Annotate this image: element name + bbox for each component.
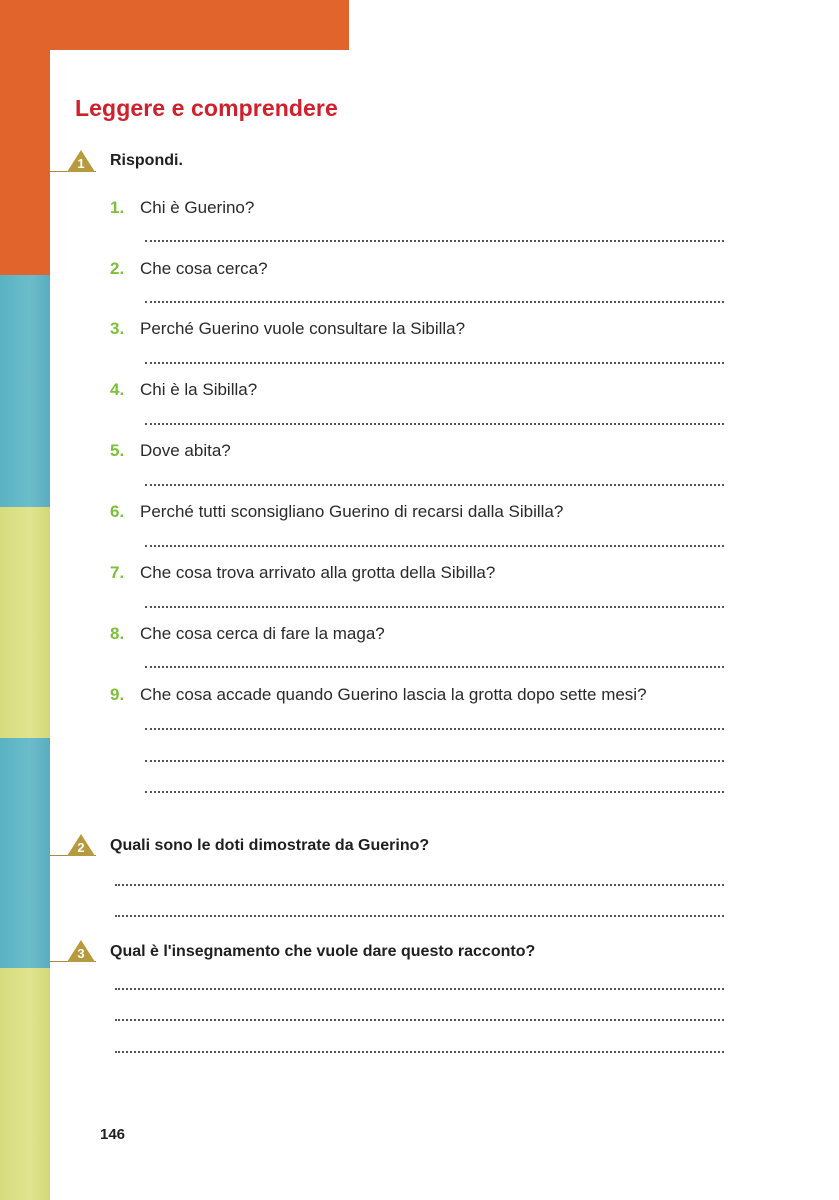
question-text: Che cosa accade quando Guerino lascia la grotta dopo sette mesi? [140, 685, 647, 704]
question-item [110, 685, 647, 705]
answer-line[interactable] [115, 988, 724, 990]
question-text: Chi è Guerino? [140, 198, 255, 217]
answer-line[interactable] [145, 362, 724, 364]
question-text: Che cosa cerca di fare la maga? [140, 624, 385, 643]
question-item [110, 441, 231, 461]
question-number: 1. [110, 198, 125, 217]
side-strip-orange [0, 0, 50, 275]
exercise-number: 3 [77, 946, 85, 961]
exercise-marker-2 [50, 834, 96, 858]
question-text: Che cosa cerca? [140, 259, 268, 278]
question-item [110, 502, 563, 522]
question-item [110, 563, 495, 583]
page-number: 146 [100, 1126, 126, 1143]
side-strip-yellow [0, 968, 50, 1200]
side-strip-blue [0, 275, 50, 507]
exercise-number: 2 [77, 840, 85, 855]
question-number: 5. [110, 441, 125, 460]
question-number: 3. [110, 319, 125, 338]
answer-line[interactable] [145, 484, 724, 486]
question-text: Perché Guerino vuole consultare la Sibilla? [140, 319, 466, 338]
question-number: 2. [110, 259, 125, 278]
exercise-marker-1 [50, 150, 96, 174]
question-text: Che cosa trova arrivato alla grotta della Sibilla? [140, 563, 496, 582]
question-item [110, 380, 257, 400]
question-number: 9. [110, 685, 125, 704]
question-text: Chi è la Sibilla? [140, 380, 258, 399]
question-number: 7. [110, 563, 125, 582]
answer-line[interactable] [145, 760, 724, 762]
exercise-heading: Quali sono le doti dimostrate da Guerino? [110, 837, 430, 854]
exercise-heading: Qual è l'insegnamento che vuole dare questo racconto? [110, 943, 536, 960]
answer-line[interactable] [115, 1019, 724, 1021]
exercise-number: 1 [77, 156, 85, 171]
question-number: 4. [110, 380, 125, 399]
question-item [110, 259, 268, 279]
answer-line[interactable] [115, 915, 724, 917]
exercise-heading: Rispondi. [110, 152, 183, 169]
answer-line[interactable] [145, 301, 724, 303]
side-strip-blue [0, 738, 50, 968]
answer-line[interactable] [145, 240, 724, 242]
top-color-band [0, 0, 349, 50]
answer-line[interactable] [145, 666, 724, 668]
answer-line[interactable] [145, 728, 724, 730]
answer-line[interactable] [115, 884, 724, 886]
answer-line[interactable] [145, 423, 724, 425]
question-number: 8. [110, 624, 125, 643]
exercise-marker-3 [50, 940, 96, 964]
side-strip-yellow [0, 507, 50, 738]
question-item [110, 198, 254, 218]
question-number: 6. [110, 502, 125, 521]
page-title: Leggere e comprendere [75, 95, 338, 121]
answer-line[interactable] [145, 545, 724, 547]
answer-line[interactable] [145, 791, 724, 793]
question-text: Perché tutti sconsigliano Guerino di recarsi dalla Sibilla? [140, 502, 564, 521]
question-text: Dove abita? [140, 441, 231, 460]
question-item [110, 624, 385, 644]
answer-line[interactable] [145, 606, 724, 608]
answer-line[interactable] [115, 1051, 724, 1053]
question-item [110, 319, 465, 339]
